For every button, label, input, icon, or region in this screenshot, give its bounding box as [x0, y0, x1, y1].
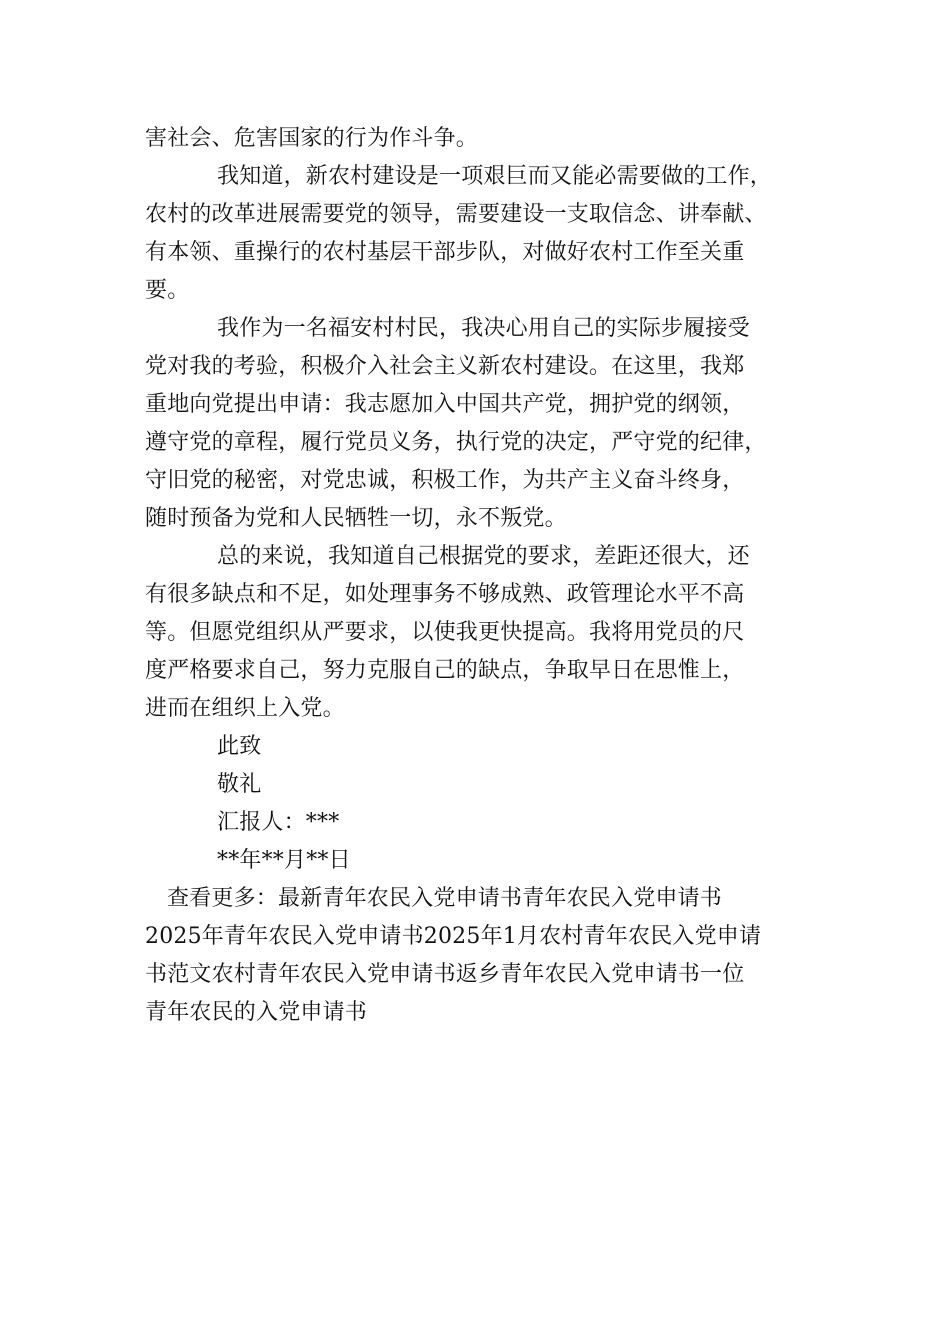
see-more-line: 书范文农村青年农民入党申请书返乡青年农民入党申请书一位	[145, 962, 745, 987]
closing-salute-1: 此致	[217, 734, 262, 759]
paragraph-line: 总的来说，我知道自己根据党的要求，差距还很大，还	[217, 544, 750, 569]
see-more-line: 青年农民的入党申请书	[145, 1000, 368, 1025]
paragraph-line: 随时预备为党和人民牺牲一切，永不叛党。	[145, 506, 567, 531]
paragraph-line: 害社会、危害国家的行为作斗争。	[145, 126, 479, 151]
paragraph-line: 要。	[145, 278, 190, 303]
paragraph-line: 重地向党提出申请：我志愿加入中国共产党，拥护党的纲领，	[145, 392, 745, 417]
paragraph-line: 农村的改革进展需要党的领导，需要建设一支取信念、讲奉献、	[145, 202, 767, 227]
paragraph-line: 进而在组织上入党。	[145, 696, 345, 721]
paragraph-line: 遵守党的章程，履行党员义务，执行党的决定，严守党的纪律，	[145, 430, 767, 455]
paragraph-line: 我知道，新农村建设是一项艰巨而又能必需要做的工作，	[217, 164, 773, 189]
document-body	[145, 120, 805, 1032]
paragraph-line: 等。但愿党组织从严要求，以使我更快提高。我将用党员的尺	[145, 620, 745, 645]
paragraph-line: 守旧党的秘密，对党忠诚，积极工作，为共产主义奋斗终身，	[145, 468, 745, 493]
report-date: **年**月**日	[217, 848, 351, 873]
see-more-line: 查看更多：最新青年农民入党申请书青年农民入党申请书	[167, 886, 723, 911]
paragraph-line: 有很多缺点和不足，如处理事务不够成熟、政管理论水平不高	[145, 582, 745, 607]
see-more-line: 2025年青年农民入党申请书2025年1月农村青年农民入党申请	[145, 924, 762, 949]
closing-salute-2: 敬礼	[217, 772, 262, 797]
paragraph-line: 有本领、重操行的农村基层干部步队，对做好农村工作至关重	[145, 240, 745, 265]
paragraph-line: 度严格要求自己，努力克服自己的缺点，争取早日在思惟上，	[145, 658, 745, 683]
paragraph-line: 党对我的考验，积极介入社会主义新农村建设。在这里，我郑	[145, 354, 745, 379]
paragraph-line: 我作为一名福安村村民，我决心用自己的实际步履接受	[217, 316, 750, 341]
reporter-signature: 汇报人：***	[217, 810, 340, 835]
